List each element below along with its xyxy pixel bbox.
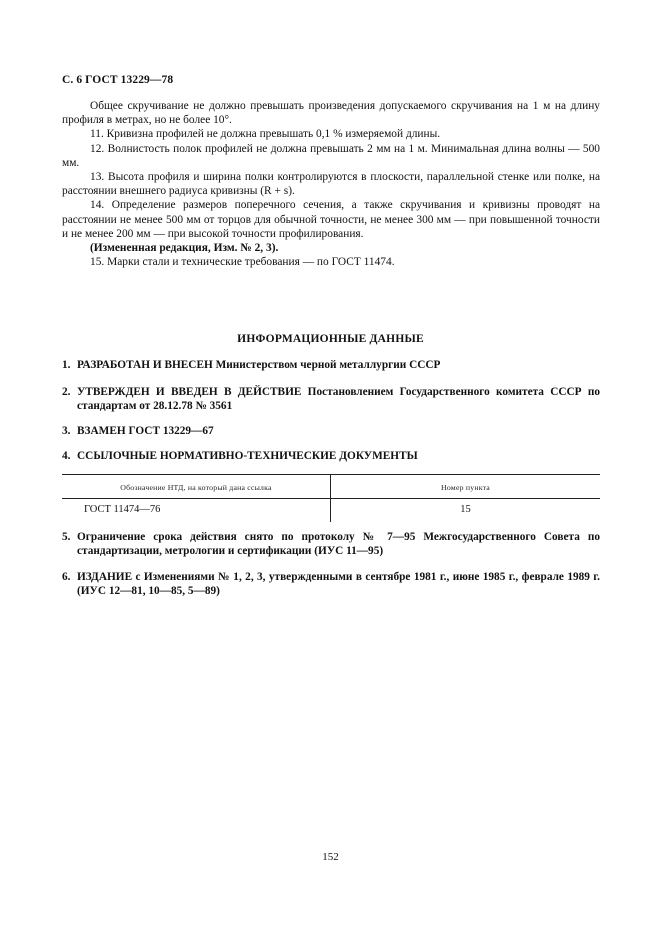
info-item-text: Ограничение срока действия снято по протоколу № 7—95 Межгосударственного Совета по стандартизации, метрологии и сертификации (ИУС 11—95) bbox=[77, 531, 600, 558]
table-cell-clause: 15 bbox=[460, 504, 471, 515]
info-item-text: УТВЕРЖДЕН И ВВЕДЕН В ДЕЙСТВИЕ Постановлением Государственного комитета СССР по стандартам от 28.12.78 № 3561 bbox=[77, 386, 600, 413]
page-header: С. 6 ГОСТ 13229—78 bbox=[62, 74, 174, 86]
table-cell-ntd: ГОСТ 11474—76 bbox=[84, 504, 161, 515]
info-item-3 bbox=[62, 424, 600, 438]
info-item-text: ССЫЛОЧНЫЕ НОРМАТИВНО-ТЕХНИЧЕСКИЕ ДОКУМЕНТЫ bbox=[77, 450, 418, 462]
info-item-number: 3. bbox=[62, 425, 71, 437]
paragraph-13: 13. Высота профиля и ширина полки контролируются в плоскости, параллельной стенке или полке, на расстоянии внешнего радиуса кривизны (R + s). bbox=[62, 171, 600, 198]
info-item-number: 6. bbox=[62, 571, 71, 583]
info-item-number: 4. bbox=[62, 450, 71, 462]
info-section-title: ИНФОРМАЦИОННЫЕ ДАННЫЕ bbox=[237, 333, 424, 345]
info-item-2 bbox=[62, 385, 600, 413]
paragraph-11: 11. Кривизна профилей не должна превышать 0,1 % измеряемой длины. bbox=[90, 128, 441, 141]
info-item-text: ИЗДАНИЕ с Изменениями № 1, 2, 3, утвержденными в сентябре 1981 г., июне 1985 г., феврале 1989 г. (ИУС 12—81, 10—85, 5—89) bbox=[77, 571, 600, 598]
page-number: 152 bbox=[322, 851, 339, 863]
info-item-number: 1. bbox=[62, 359, 71, 371]
table-header-ntd: Обозначение НТД, на который дана ссылка bbox=[120, 483, 272, 492]
table-header-clause: Номер пункта bbox=[441, 483, 490, 492]
info-item-number: 2. bbox=[62, 386, 71, 398]
table-top-border bbox=[62, 474, 600, 475]
paragraph-15: 15. Марки стали и технические требования — по ГОСТ 11474. bbox=[90, 256, 395, 269]
paragraph-14: 14. Определение размеров поперечного сечения, а также скручивания и кривизны проводят на расстоянии не менее 500 мм от торцов для обычной точности, не менее 300 мм — при повышенной точности и не менее 200 мм — при высокой точности профилирования. bbox=[62, 199, 600, 240]
info-item-1 bbox=[62, 358, 600, 372]
body-text bbox=[62, 99, 600, 269]
info-item-text: РАЗРАБОТАН И ВНЕСЕН Министерством черной металлургии СССР bbox=[77, 359, 441, 371]
info-item-number: 5. bbox=[62, 531, 71, 543]
paragraph-12: 12. Волнистость полок профилей не должна превышать 2 мм на 1 м. Минимальная длина волны — 500 мм. bbox=[62, 142, 600, 169]
amendment-note: (Измененная редакция, Изм. № 2, 3). bbox=[90, 242, 279, 255]
table-header-divider bbox=[62, 498, 600, 499]
info-item-5 bbox=[62, 530, 600, 558]
info-item-6 bbox=[62, 570, 600, 598]
info-item-4 bbox=[62, 449, 600, 463]
info-item-text: ВЗАМЕН ГОСТ 13229—67 bbox=[77, 425, 214, 437]
paragraph-twisting: Общее скручивание не должно превышать произведения допускаемого скручивания на 1 м на длину профиля в метрах, но не более 10°. bbox=[62, 100, 600, 127]
